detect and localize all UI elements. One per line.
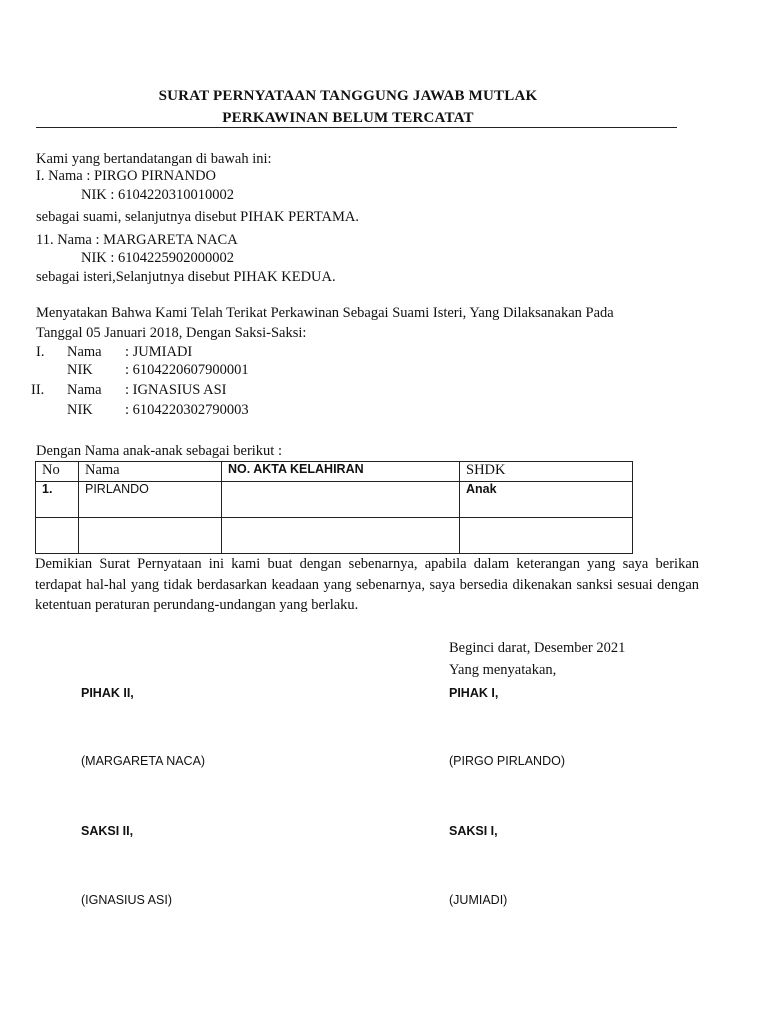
witness-2-nik-value: : 6104220302790003 (125, 402, 249, 418)
place-date: Beginci darat, Desember 2021 (449, 640, 626, 656)
header-no: No (36, 462, 79, 482)
signature-saksi-1-label: SAKSI I, (449, 824, 498, 838)
cell-no: 1. (36, 482, 79, 518)
witness-1-nik-label: NIK (67, 362, 93, 378)
witness-2-nik-label: NIK (67, 402, 93, 418)
cell-nama: PIRLANDO (79, 482, 222, 518)
signature-pihak-2-name: (MARGARETA NACA) (81, 754, 206, 768)
declarant-label: Yang menyatakan, (449, 662, 557, 678)
document-title-line-2: PERKAWINAN BELUM TERCATAT (222, 110, 474, 126)
header-akta: NO. AKTA KELAHIRAN (222, 462, 460, 482)
witness-2-name-label: Nama (67, 382, 102, 398)
header-shdk: SHDK (460, 462, 633, 482)
party2-name: 11. Nama : MARGARETA NACA (36, 232, 238, 248)
signature-pihak-1-name: (PIRGO PIRLANDO) (449, 754, 565, 768)
cell-no (36, 518, 79, 554)
signature-saksi-1-name: (JUMIADI) (449, 893, 508, 907)
cell-nama (79, 518, 222, 554)
signature-saksi-2-label: SAKSI II, (81, 824, 134, 838)
signature-pihak-2-label: PIHAK II, (81, 686, 134, 700)
children-table (35, 461, 633, 554)
party1-nik: NIK : 6104220310010002 (81, 187, 235, 203)
intro-text: Kami yang bertandatangan di bawah ini: (36, 151, 272, 167)
party2-role: sebagai isteri,Selanjutnya disebut PIHAK KEDUA. (36, 269, 336, 285)
statement-line-2: Tanggal 05 Januari 2018, Dengan Saksi-Saksi: (36, 325, 307, 341)
witness-1-name-label: Nama (67, 344, 102, 360)
table-header-row (36, 462, 633, 482)
document-title-line-1: SURAT PERNYATAAN TANGGUNG JAWAB MUTLAK (158, 88, 538, 104)
table-row (36, 482, 633, 518)
header-nama: Nama (79, 462, 222, 482)
closing-paragraph: Demikian Surat Pernyataan ini kami buat dengan sebenarnya, apabila dalam keterangan yang saya berikan terdapat hal-hal yang tidak berdasarkan keadaan yang sebenarnya, saya bersedia dikenakan sanksi sesuai dengan ketentuan peraturan perundang-undangan yang berlaku. (35, 556, 699, 613)
cell-akta (222, 482, 460, 518)
party1-name: I. Nama : PIRGO PIRNANDO (36, 168, 217, 184)
table-row (36, 518, 633, 554)
witness-1-name-value: : JUMIADI (125, 344, 193, 360)
title-underline (36, 127, 677, 128)
cell-shdk: Anak (460, 482, 633, 518)
cell-akta (222, 518, 460, 554)
children-intro: Dengan Nama anak-anak sebagai berikut : (36, 443, 282, 459)
witness-2-name-value: : IGNASIUS ASI (125, 382, 227, 398)
witness-1-number: I. (36, 344, 45, 360)
signature-saksi-2-name: (IGNASIUS ASI) (81, 893, 172, 907)
signature-pihak-1-label: PIHAK I, (449, 686, 499, 700)
party2-nik: NIK : 6104225902000002 (81, 250, 235, 266)
witness-1-nik-value: : 6104220607900001 (125, 362, 249, 378)
witness-2-number: II. (31, 382, 45, 398)
party1-role: sebagai suami, selanjutnya disebut PIHAK PERTAMA. (36, 209, 359, 225)
statement-line-1: Menyatakan Bahwa Kami Telah Terikat Perkawinan Sebagai Suami Isteri, Yang Dilaksanakan Pada (36, 305, 614, 321)
cell-shdk (460, 518, 633, 554)
